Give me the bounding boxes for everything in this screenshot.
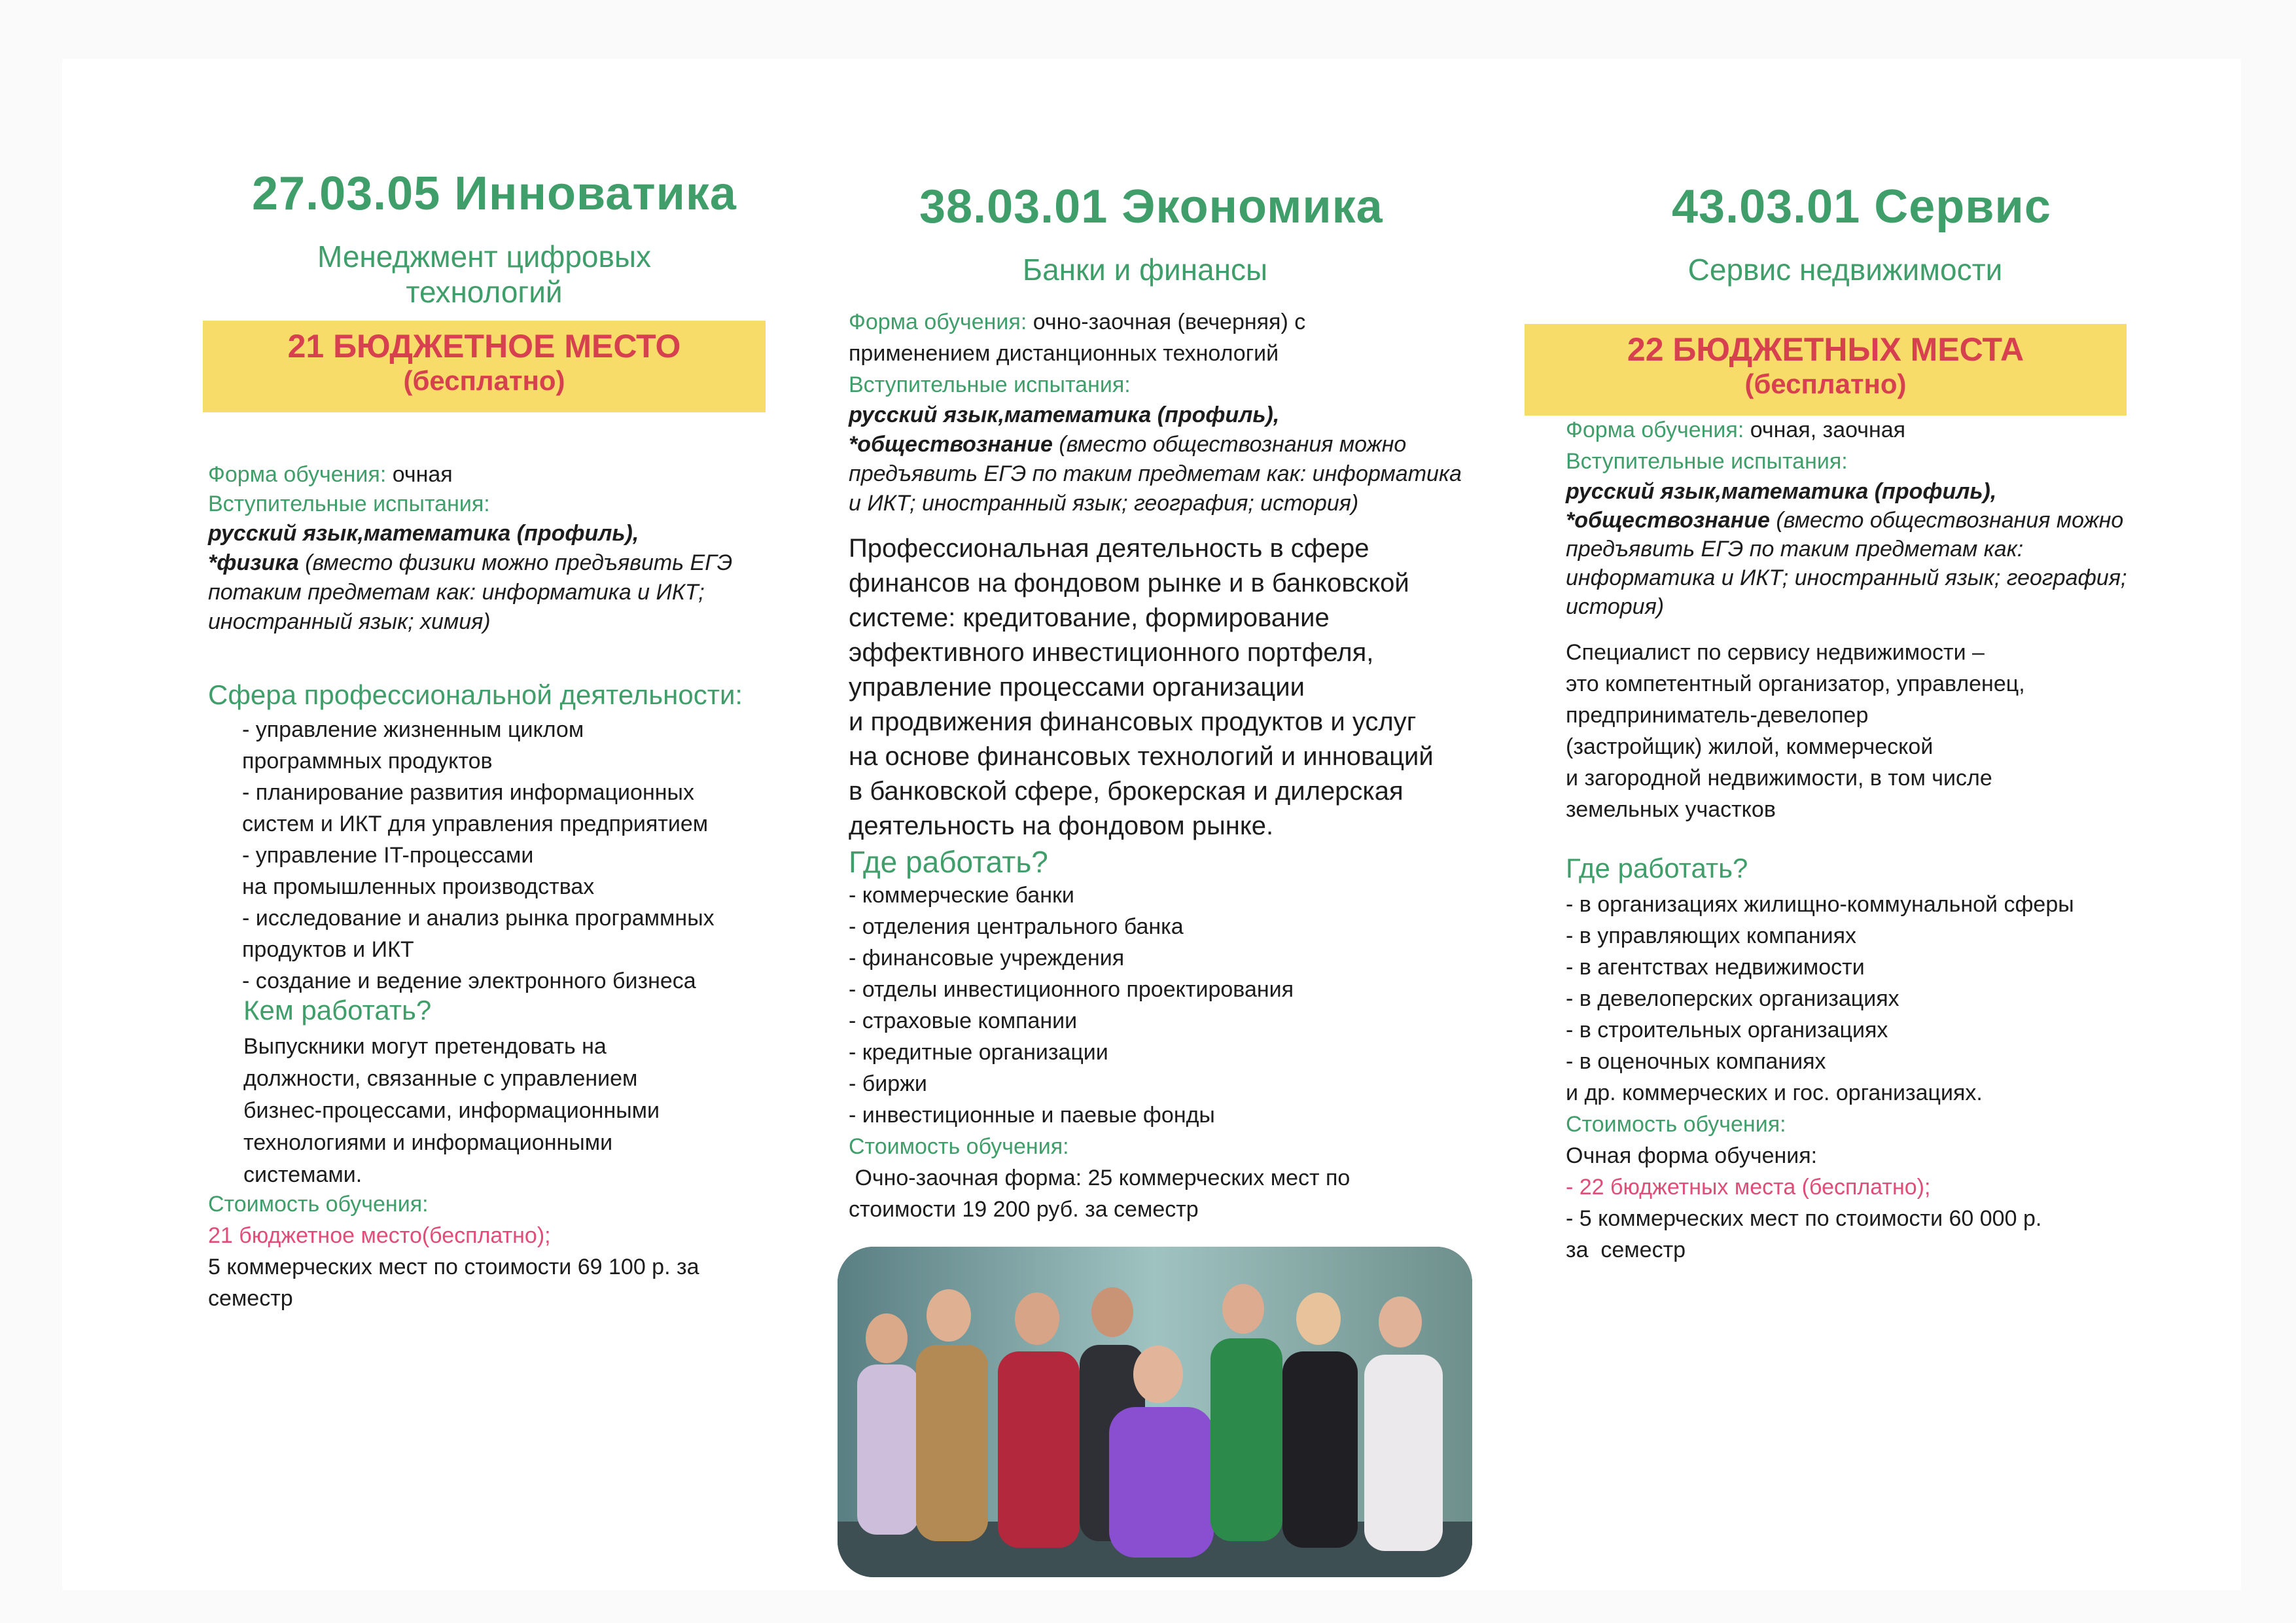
students-group-photo <box>838 1247 1472 1577</box>
profession-description-line: и продвижения финансовых продуктов и услуг <box>849 707 1417 736</box>
where-item: - биржи <box>849 1071 927 1096</box>
profession-description-line: (застройщик) жилой, коммерческой <box>1566 734 1934 759</box>
profession-description-line: предприниматель-девелопер <box>1566 703 1869 728</box>
profession-description-line: Специалист по сервису недвижимости – <box>1566 640 1985 665</box>
profession-description-line: финансов на фондовом рынке и в банковской <box>849 569 1409 597</box>
who-line: должности, связанные с управлением <box>243 1066 638 1091</box>
cost-commercial: 5 коммерческих мест по стоимости 69 100 р. за <box>208 1255 699 1279</box>
sphere-heading: Сфера профессиональной деятельности: <box>208 679 743 710</box>
budget-places-banner: 21 БЮДЖЕТНОЕ МЕСТО (бесплатно) <box>203 321 766 412</box>
cost-commercial: - 5 коммерческих мест по стоимости 60 000 р. <box>1566 1206 2042 1231</box>
profession-description-line: это компетентный организатор, управленец, <box>1566 671 2025 696</box>
where-heading: Где работать? <box>849 845 1048 879</box>
sphere-line: программных продуктов <box>242 749 493 774</box>
who-line: системами. <box>243 1162 362 1187</box>
sphere-line: - управление жизненным циклом <box>242 717 584 742</box>
where-item: и др. коммерческих и гос. организациях. <box>1566 1080 1983 1105</box>
profession-description-line: Профессиональная деятельность в сфере <box>849 534 1369 563</box>
where-heading: Где работать? <box>1566 853 1748 883</box>
cost-line: Очно-заочная форма: 25 коммерческих мест по <box>849 1166 1351 1190</box>
profession-description-line: управление процессами организации <box>849 673 1305 702</box>
where-item: - кредитные организации <box>849 1040 1108 1065</box>
entrance-exams-alt: *физика (вместо физики можно предъявить ЕГЭ <box>208 550 733 575</box>
entrance-exams-label: Вступительные испытания: <box>849 372 1131 397</box>
entrance-exams-note: история) <box>1566 594 1665 619</box>
entrance-exams-note: предъявить ЕГЭ по таким предметам как: <box>1566 537 2024 562</box>
where-item: - инвестиционные и паевые фонды <box>849 1103 1215 1128</box>
profession-description-line: земельных участков <box>1566 797 1776 822</box>
cost-form: Очная форма обучения: <box>1566 1143 1818 1168</box>
sphere-line: - исследование и анализ рынка программных <box>242 906 715 931</box>
where-item: - в управляющих компаниях <box>1566 923 1856 948</box>
entrance-exams-note: потаким предметам как: информатика и ИКТ; <box>208 580 705 605</box>
profession-description-line: в банковской сфере, брокерская и дилерская <box>849 777 1404 806</box>
entrance-exams-label: Вступительные испытания: <box>208 491 490 516</box>
program-subtitle: Банки и финансы <box>1022 253 1268 287</box>
profession-description-line: системе: кредитование, формирование <box>849 603 1330 632</box>
where-item: - финансовые учреждения <box>849 946 1125 971</box>
sphere-line: продуктов и ИКТ <box>242 937 414 962</box>
cost-label: Стоимость обучения: <box>1566 1112 1786 1137</box>
sphere-line: - планирование развития информационных <box>242 780 694 805</box>
who-line: Выпускники могут претендовать на <box>243 1034 607 1059</box>
entrance-exams-note: и ИКТ; иностранный язык; география; история) <box>849 491 1359 516</box>
budget-places-banner: 22 БЮДЖЕТНЫХ МЕСТА (бесплатно) <box>1525 324 2127 416</box>
cost-line: стоимости 19 200 руб. за семестр <box>849 1197 1199 1222</box>
entrance-exams-note: предъявить ЕГЭ по таким предметам как: информатика <box>849 461 1462 486</box>
entrance-exams-alt: *обществознание (вместо обществознания можно <box>1566 508 2124 533</box>
program-title: 27.03.05 Инноватика <box>252 168 737 220</box>
sphere-line: систем и ИКТ для управления предприятием <box>242 812 709 836</box>
who-line: технологиями и информационными <box>243 1130 613 1155</box>
entrance-exams-main: русский язык,математика (профиль), <box>208 521 639 546</box>
cost-budget: 21 бюджетное место(бесплатно); <box>208 1223 551 1248</box>
sphere-line: - создание и ведение электронного бизнеса <box>242 969 696 993</box>
entrance-exams-note: иностранный язык; химия) <box>208 609 491 634</box>
cost-commercial: семестр <box>208 1286 293 1311</box>
program-subtitle: Менеджмент цифровых технологий <box>317 240 652 309</box>
study-form: Форма обучения: очная <box>208 462 453 487</box>
entrance-exams-main: русский язык,математика (профиль), <box>849 402 1280 427</box>
study-form: Форма обучения: очно-заочная (вечерняя) с <box>849 310 1306 334</box>
entrance-exams-note: информатика и ИКТ; иностранный язык; география; <box>1566 565 2127 590</box>
where-item: - в оценочных компаниях <box>1566 1049 1826 1074</box>
sphere-line: - управление IT-процессами <box>242 843 534 868</box>
who-line: бизнес-процессами, информационными <box>243 1098 660 1123</box>
cost-label: Стоимость обучения: <box>208 1192 429 1217</box>
profession-description-line: на основе финансовых технологий и инноваций <box>849 742 1434 771</box>
program-title: 38.03.01 Экономика <box>919 181 1383 233</box>
profession-description-line: деятельность на фондовом рынке. <box>849 812 1274 840</box>
where-item: - в строительных организациях <box>1566 1018 1888 1043</box>
where-item: - в организациях жилищно-коммунальной сферы <box>1566 892 2074 917</box>
where-item: - коммерческие банки <box>849 883 1074 908</box>
study-form-continued: применением дистанционных технологий <box>849 341 1279 366</box>
study-form: Форма обучения: очная, заочная <box>1566 418 1906 442</box>
cost-budget: - 22 бюджетных места (бесплатно); <box>1566 1175 1931 1200</box>
cost-commercial: за семестр <box>1566 1238 1686 1262</box>
where-item: - страховые компании <box>849 1008 1078 1033</box>
entrance-exams-alt: *обществознание (вместо обществознания можно <box>849 432 1407 457</box>
where-item: - отделения центрального банка <box>849 914 1184 939</box>
who-heading: Кем работать? <box>243 995 432 1026</box>
program-title: 43.03.01 Сервис <box>1672 181 2051 233</box>
entrance-exams-label: Вступительные испытания: <box>1566 449 1848 474</box>
where-item: - отделы инвестиционного проектирования <box>849 977 1294 1002</box>
where-item: - в агентствах недвижимости <box>1566 955 1865 980</box>
profession-description-line: и загородной недвижимости, в том числе <box>1566 766 1992 791</box>
where-item: - в девелоперских организациях <box>1566 986 1899 1011</box>
entrance-exams-main: русский язык,математика (профиль), <box>1566 479 1997 504</box>
cost-label: Стоимость обучения: <box>849 1134 1069 1159</box>
program-subtitle: Сервис недвижимости <box>1687 253 2003 287</box>
profession-description-line: эффективного инвестиционного портфеля, <box>849 638 1374 667</box>
sphere-line: на промышленных производствах <box>242 874 595 899</box>
